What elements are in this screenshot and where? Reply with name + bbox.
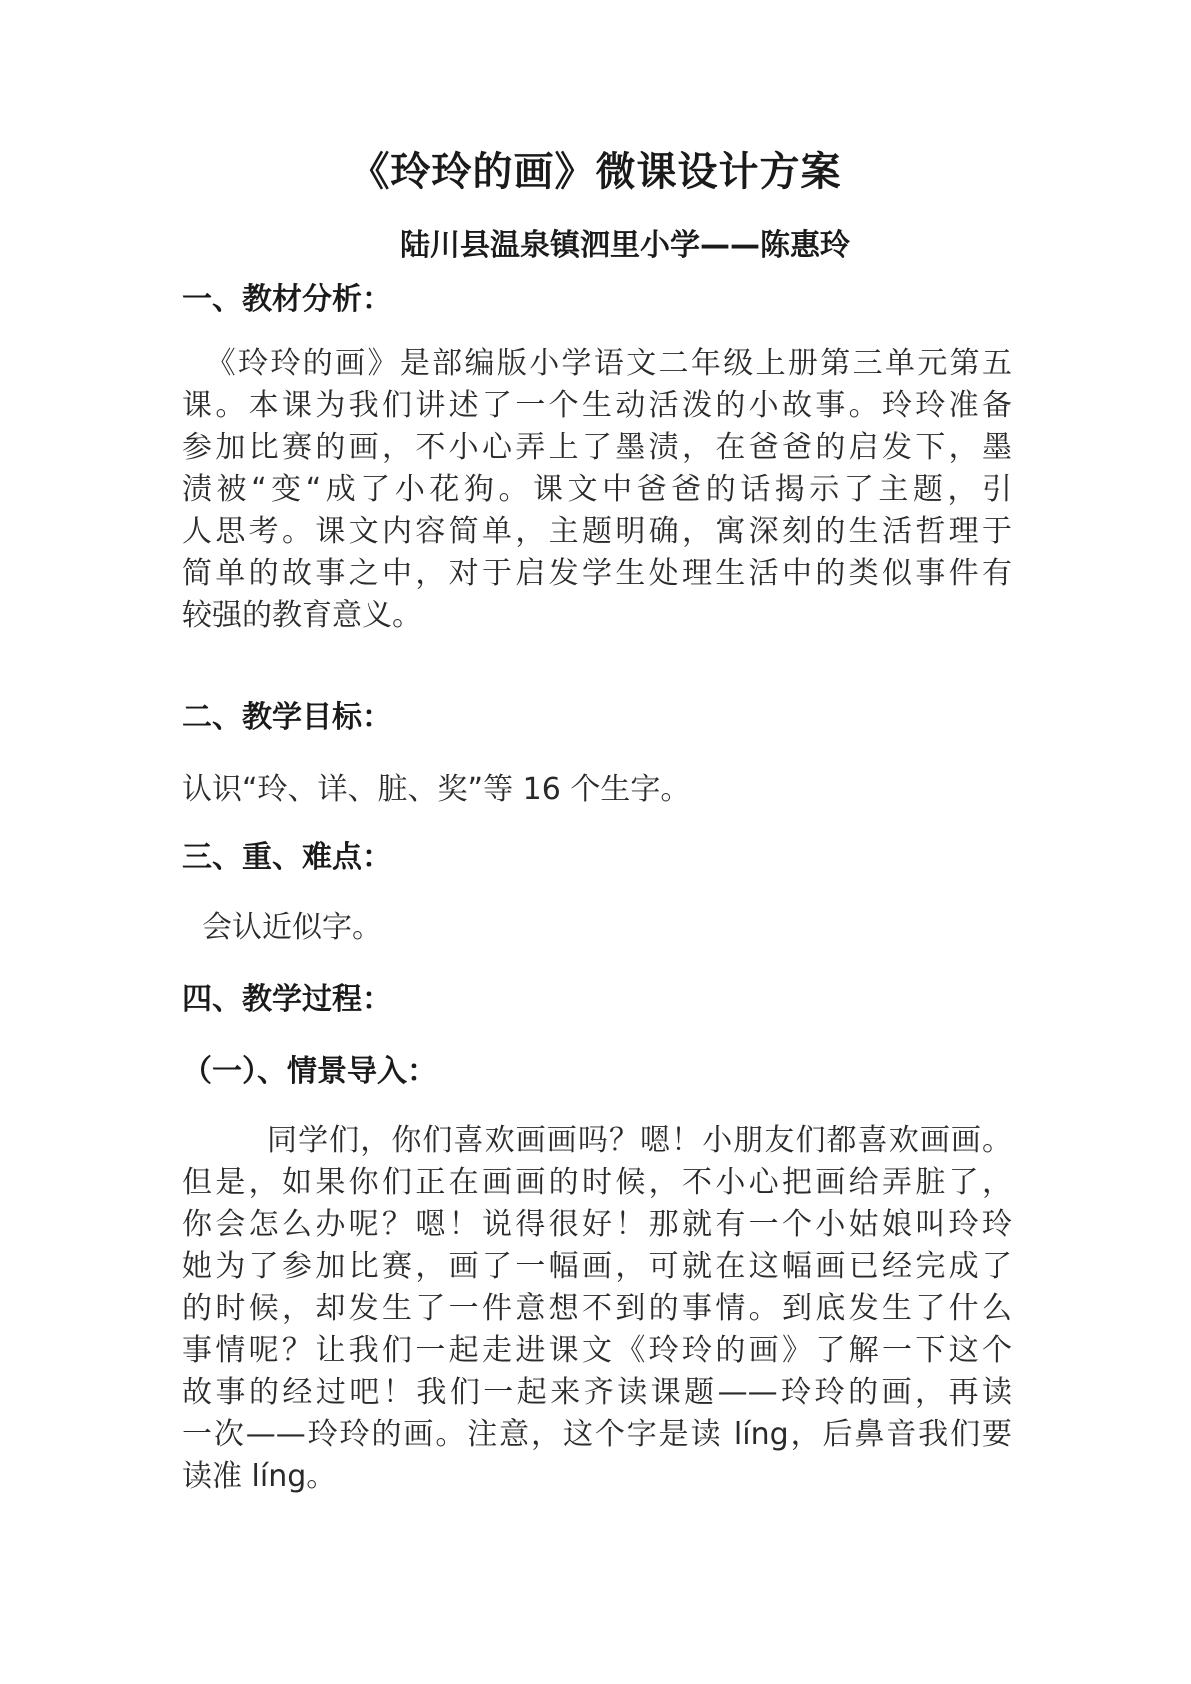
paragraph-line: 故事的经过吧！我们一起来齐读课题——玲玲的画，再读 (182, 1375, 1012, 1410)
paragraph-line: 她为了参加比赛，画了一幅画，可就在这幅画已经完成了 (182, 1249, 1012, 1284)
paragraph-material-analysis (182, 343, 1012, 637)
document-title: 《玲玲的画》微课设计方案 (349, 149, 842, 195)
paragraph-line: 但是，如果你们正在画画的时候，不小心把画给弄脏了， (182, 1165, 1012, 1200)
paragraph-line: 较强的教育意义。 (182, 598, 422, 633)
paragraph-line: 课。本课为我们讲述了一个生动活泼的小故事。玲玲准备 (182, 388, 1012, 423)
paragraph-line: 渍被“变“成了小花狗。课文中爸爸的话揭示了主题，引 (182, 472, 1012, 507)
paragraph-line: 你会怎么办呢？嗯！说得很好！那就有一个小姑娘叫玲玲 (182, 1207, 1012, 1242)
key-points-text: 会认近似字。 (202, 910, 382, 945)
paragraph-line: 《玲玲的画》是部编版小学语文二年级上册第三单元第五 (182, 346, 1012, 381)
section-heading-material-analysis: 一、教材分析： (182, 282, 392, 317)
section-heading-scene-introduction: （一）、情景导入： (182, 1054, 437, 1089)
paragraph-line: 参加比赛的画，不小心弄上了墨渍，在爸爸的启发下，墨 (182, 430, 1012, 465)
paragraph-line: 读准 líng。 (182, 1459, 337, 1494)
section-heading-teaching-process: 四、教学过程： (182, 982, 392, 1017)
paragraph-line: 人思考。课文内容简单，主题明确，寓深刻的生活哲理于 (182, 514, 1012, 549)
paragraph-scene-introduction (182, 1120, 1012, 1498)
section-heading-teaching-goals: 二、教学目标： (182, 700, 392, 735)
teaching-goals-text: 认识“玲、详、脏、奖”等 16 个生字。 (182, 772, 691, 807)
paragraph-line: 事情呢？让我们一起走进课文《玲玲的画》了解一下这个 (182, 1333, 1012, 1368)
section-heading-key-points: 三、重、难点： (182, 840, 392, 875)
paragraph-line: 简单的故事之中，对于启发学生处理生活中的类似事件有 (182, 556, 1012, 591)
paragraph-line: 一次——玲玲的画。注意，这个字是读 líng，后鼻音我们要 (182, 1417, 1012, 1452)
paragraph-line: 的时候，却发生了一件意想不到的事情。到底发生了什么 (182, 1291, 1012, 1326)
document-author: 陆川县温泉镇泗里小学——陈惠玲 (400, 228, 850, 263)
paragraph-line: 同学们，你们喜欢画画吗？嗯！小朋友们都喜欢画画。 (182, 1123, 1012, 1158)
